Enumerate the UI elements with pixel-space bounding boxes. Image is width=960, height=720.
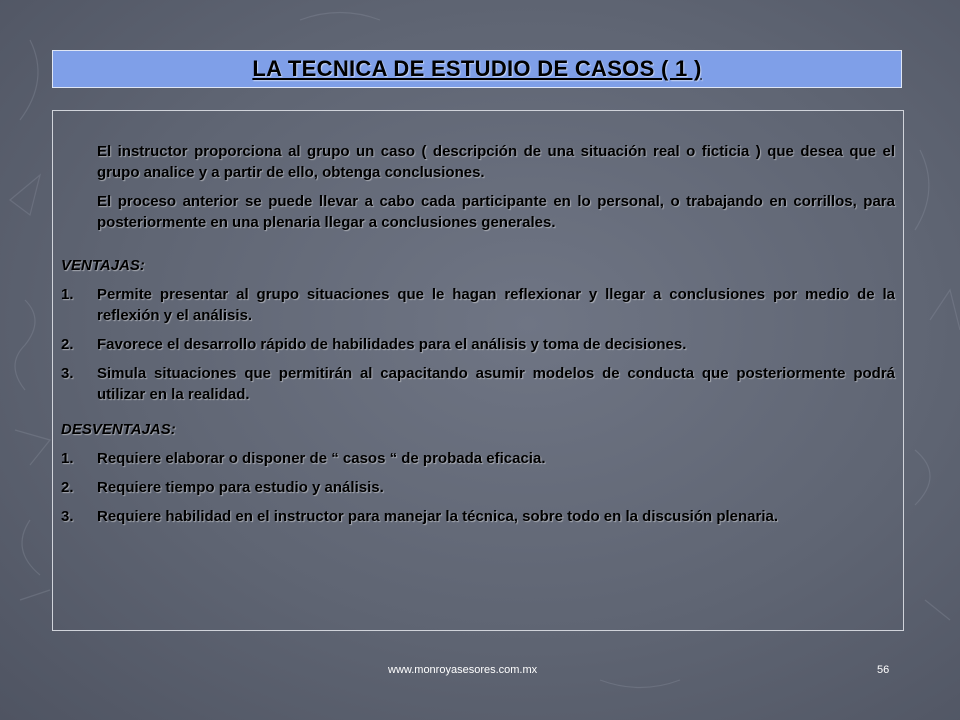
- item-number: 3.: [61, 508, 74, 525]
- slide-title: LA TECNICA DE ESTUDIO DE CASOS ( 1 ): [252, 56, 702, 81]
- content-box: [52, 110, 904, 631]
- intro-section: [61, 141, 895, 233]
- list-item: [61, 477, 895, 498]
- item-text: Simula situaciones que permitirán al capacitando asumir modelos de conducta que posteriormente podrá utilizar en la realidad.: [97, 365, 895, 403]
- list-item: [61, 448, 895, 469]
- intro-paragraph-1: El instructor proporciona al grupo un caso ( descripción de una situación real o ficticia ) que desea que el grupo analice y a partir de ello, obtenga conclusiones.: [97, 143, 895, 181]
- desventajas-list: [61, 448, 895, 527]
- item-number: 1.: [61, 286, 74, 303]
- item-text: Permite presentar al grupo situaciones que le hagan reflexionar y llegar a conclusiones por medio de la reflexión y el análisis.: [97, 286, 895, 324]
- item-text: Requiere elaborar o disponer de “ casos “ de probada eficacia.: [97, 450, 546, 467]
- page-number: 56: [877, 664, 890, 676]
- ventajas-heading: VENTAJAS:: [61, 257, 145, 274]
- item-number: 3.: [61, 365, 74, 382]
- desventajas-heading: DESVENTAJAS:: [61, 421, 176, 438]
- item-number: 2.: [61, 479, 74, 496]
- footer-url-link[interactable]: www.monroyasesores.com.mx: [388, 664, 538, 676]
- list-item: [61, 334, 895, 355]
- list-item: [61, 506, 895, 527]
- item-text: Favorece el desarrollo rápido de habilidades para el análisis y toma de decisiones.: [97, 336, 687, 353]
- list-item: [61, 363, 895, 405]
- item-number: 2.: [61, 336, 74, 353]
- list-item: [61, 284, 895, 326]
- item-number: 1.: [61, 450, 74, 467]
- ventajas-list: [61, 284, 895, 405]
- item-text: Requiere tiempo para estudio y análisis.: [97, 479, 384, 496]
- title-bar: [52, 50, 902, 88]
- item-text: Requiere habilidad en el instructor para manejar la técnica, sobre todo en la discusión plenaria.: [97, 508, 779, 525]
- intro-paragraph-2: El proceso anterior se puede llevar a cabo cada participante en lo personal, o trabajando en corrillos, para posteriormente en una plenaria llegar a conclusiones generales.: [97, 193, 895, 231]
